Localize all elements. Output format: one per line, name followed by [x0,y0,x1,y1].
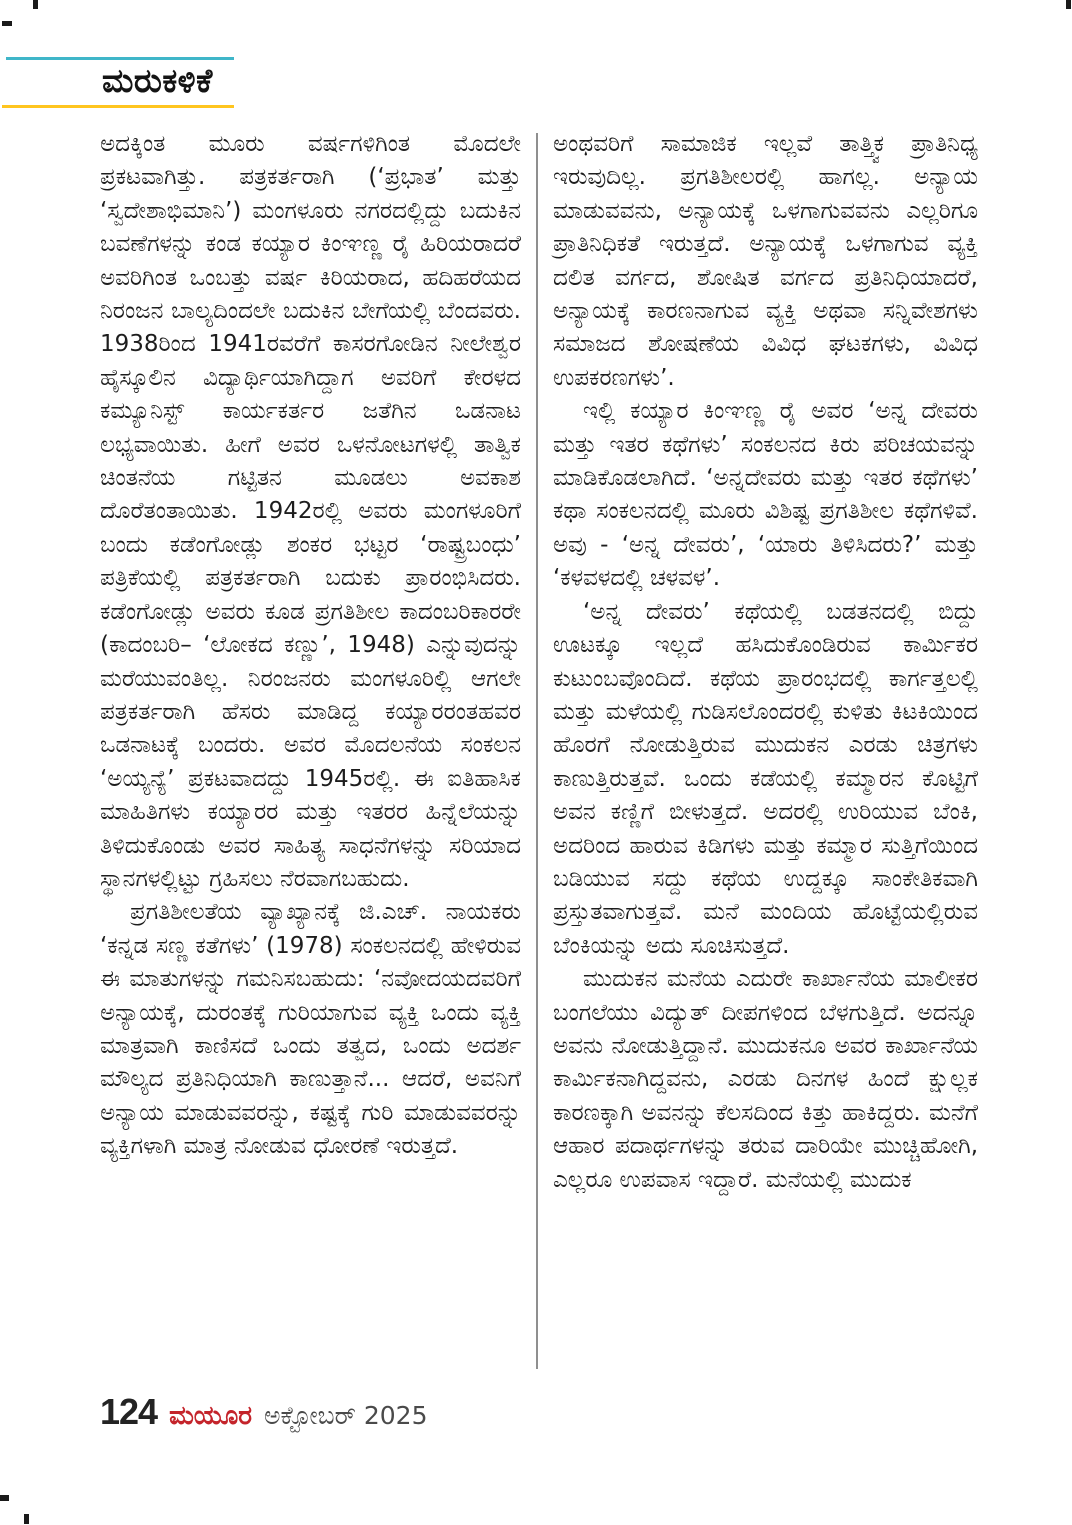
section-title: ಮರುಕಳಿಕೆ [102,61,213,100]
crop-mark-top-left-tick [33,0,38,9]
column-divider [536,133,538,1369]
crop-mark-bottom-left-dash [0,1495,9,1501]
article-column-right [553,128,978,1197]
header-rule-yellow [2,105,234,108]
issue-date: ಅಕ್ಟೋಬರ್ 2025 [264,1401,428,1430]
paragraph: ಮುದುಕನ ಮನೆಯ ಎದುರೇ ಕಾರ್ಖಾನೆಯ ಮಾಲೀಕರ ಬಂಗಲೆಯು ವಿದ್ಯುತ್ ದೀಪಗಳಿಂದ ಬೆಳಗುತ್ತಿದೆ. ಅದನ್ನೂ ಅವನು ನೋಡುತ್ತಿದ್ದಾನೆ. ಮುದುಕನೂ ಅವರ ಕಾರ್ಖಾನೆಯ ಕಾರ್ಮಿಕನಾಗಿದ್ದವನು, ಎರಡು ದಿನಗಳ ಹಿಂದೆ ಕ್ಷುಲ್ಲಕ ಕಾರಣಕ್ಕಾಗಿ ಅವನನ್ನು ಕೆಲಸದಿಂದ ಕಿತ್ತು ಹಾಕಿದ್ದರು. ಮನೆಗೆ ಆಹಾರ ಪದಾರ್ಥಗಳನ್ನು ತರುವ ದಾರಿಯೇ ಮುಚ್ಚಿಹೋಗಿ, ಎಲ್ಲರೂ ಉಪವಾಸ ಇದ್ದಾರೆ. ಮನೆಯಲ್ಲಿ ಮುದುಕ [553,966,978,1193]
paragraph: ‘ಅನ್ನ ದೇವರು’ ಕಥೆಯಲ್ಲಿ ಬಡತನದಲ್ಲಿ ಬಿದ್ದು ಊಟಕ್ಕೂ ಇಲ್ಲದೆ ಹಸಿದುಕೊಂಡಿರುವ ಕಾರ್ಮಿಕರ ಕುಟುಂಬವೊಂದಿದೆ. ಕಥೆಯ ಪ್ರಾರಂಭದಲ್ಲಿ ಕಾರ್ಗತ್ತಲಲ್ಲಿ ಮತ್ತು ಮಳೆಯಲ್ಲಿ ಗುಡಿಸಲೊಂದರಲ್ಲಿ ಕುಳಿತು ಕಿಟಕಿಯಿಂದ ಹೊರಗೆ ನೋಡುತ್ತಿರುವ ಮುದುಕನ ಎರಡು ಚಿತ್ರಗಳು ಕಾಣುತ್ತಿರುತ್ತವೆ. ಒಂದು ಕಡೆಯಲ್ಲಿ ಕಮ್ಮಾರನ ಕೊಟ್ಟಿಗೆ ಅವನ ಕಣ್ಣಿಗೆ ಬೀಳುತ್ತದೆ. ಅದರಲ್ಲಿ ಉರಿಯುವ ಬೆಂಕಿ, ಅದರಿಂದ ಹಾರುವ ಕಿಡಿಗಳು ಮತ್ತು ಕಮ್ಮಾರ ಸುತ್ತಿಗೆಯಿಂದ ಬಡಿಯುವ ಸದ್ದು ಕಥೆಯ ಉದ್ದಕ್ಕೂ ಸಾಂಕೇತಿಕವಾಗಿ ಪ್ರಸ್ತುತವಾಗುತ್ತವೆ. ಮನೆ ಮಂದಿಯ ಹೊಟ್ಟೆಯಲ್ಲಿರುವ ಬೆಂಕಿಯನ್ನು ಅದು ಸೂಚಿಸುತ್ತದೆ. [553,598,978,959]
magazine-name: ಮಯೂರ [169,1401,252,1431]
article-column-left [100,128,521,1164]
paragraph: ಅಂಥವರಿಗೆ ಸಾಮಾಜಿಕ ಇಲ್ಲವೆ ತಾತ್ತ್ವಿಕ ಪ್ರಾತಿನಿಧ್ಯ ಇರುವುದಿಲ್ಲ. ಪ್ರಗತಿಶೀಲರಲ್ಲಿ ಹಾಗಲ್ಲ. ಅನ್ಯಾಯ ಮಾಡುವವನು, ಅನ್ಯಾಯಕ್ಕೆ ಒಳಗಾಗುವವನು ಎಲ್ಲರಿಗೂ ಪ್ರಾತಿನಿಧಿಕತೆ ಇರುತ್ತದೆ. ಅನ್ಯಾಯಕ್ಕೆ ಒಳಗಾಗುವ ವ್ಯಕ್ತಿ ದಲಿತ ವರ್ಗದ, ಶೋಷಿತ ವರ್ಗದ ಪ್ರತಿನಿಧಿಯಾದರೆ, ಅನ್ಯಾಯಕ್ಕೆ ಕಾರಣನಾಗುವ ವ್ಯಕ್ತಿ ಅಥವಾ ಸನ್ನಿವೇಶಗಳು ಸಮಾಜದ ಶೋಷಣೆಯ ವಿವಿಧ ಘಟಕಗಳು, ವಿವಿಧ ಉಪಕರಣಗಳು’. [553,131,978,391]
paragraph: ಅದಕ್ಕಿಂತ ಮೂರು ವರ್ಷಗಳಿಗಿಂತ ಮೊದಲೇ ಪ್ರಕಟವಾಗಿತ್ತು. ಪತ್ರಕರ್ತರಾಗಿ (‘ಪ್ರಭಾತ’ ಮತ್ತು ‘ಸ್ವದೇಶಾಭಿಮಾನಿ’) ಮಂಗಳೂರು ನಗರದಲ್ಲಿದ್ದು ಬದುಕಿನ ಬವಣೆಗಳನ್ನು ಕಂಡ ಕಯ್ಯಾರ ಕಿಂಞಣ್ಣ ರೈ ಹಿರಿಯರಾದರೆ ಅವರಿಗಿಂತ ಒಂಬತ್ತು ವರ್ಷ ಕಿರಿಯರಾದ, ಹದಿಹರೆಯದ ನಿರಂಜನ ಬಾಲ್ಯದಿಂದಲೇ ಬದುಕಿನ ಬೇಗೆಯಲ್ಲಿ ಬೆಂದವರು. 1938ರಿಂದ 1941ರವರೆಗೆ ಕಾಸರಗೋಡಿನ ನೀಲೇಶ್ವರ ಹೈಸ್ಕೂಲಿನ ವಿದ್ಯಾರ್ಥಿಯಾಗಿದ್ದಾಗ ಅವರಿಗೆ ಕೇರಳದ ಕಮ್ಯೂನಿಸ್ಟ್ ಕಾರ್ಯಕರ್ತರ ಜತೆಗಿನ ಒಡನಾಟ ಲಭ್ಯವಾಯಿತು. ಹೀಗೆ ಅವರ ಒಳನೋಟಗಳಲ್ಲಿ ತಾತ್ವಿಕ ಚಿಂತನೆಯ ಗಟ್ಟಿತನ ಮೂಡಲು ಅವಕಾಶ ದೊರೆತಂತಾಯಿತು. 1942ರಲ್ಲಿ ಅವರು ಮಂಗಳೂರಿಗೆ ಬಂದು ಕಡೆಂಗೋಡ್ಲು ಶಂಕರ ಭಟ್ಟರ ‘ರಾಷ್ಟ್ರಬಂಧು’ ಪತ್ರಿಕೆಯಲ್ಲಿ ಪತ್ರಕರ್ತರಾಗಿ ಬದುಕು ಪ್ರಾರಂಭಿಸಿದರು. ಕಡೆಂಗೋಡ್ಲು ಅವರು ಕೂಡ ಪ್ರಗತಿಶೀಲ ಕಾದಂಬರಿಕಾರರೇ (ಕಾದಂಬರಿ– ‘ಲೋಕದ ಕಣ್ಣು’, 1948) ಎನ್ನುವುದನ್ನು ಮರೆಯುವಂತಿಲ್ಲ. ನಿರಂಜನರು ಮಂಗಳೂರಿಲ್ಲಿ ಆಗಲೇ ಪತ್ರಕರ್ತರಾಗಿ ಹೆಸರು ಮಾಡಿದ್ದ ಕಯ್ಯಾರರಂತಹವರ ಒಡನಾಟಕ್ಕೆ ಬಂದರು. ಅವರ ಮೊದಲನೆಯ ಸಂಕಲನ ‘ಅಯ್ಯನ್ಯೆ’ ಪ್ರಕಟವಾದದ್ದು 1945ರಲ್ಲಿ. ಈ ಐತಿಹಾಸಿಕ ಮಾಹಿತಿಗಳು ಕಯ್ಯಾರರ ಮತ್ತು ಇತರರ ಹಿನ್ನೆಲೆಯನ್ನು ತಿಳಿದುಕೊಂಡು ಅವರ ಸಾಹಿತ್ಯ ಸಾಧನೆಗಳನ್ನು ಸರಿಯಾದ ಸ್ಥಾನಗಳಲ್ಲಿಟ್ಟು ಗ್ರಹಿಸಲು ನೆರವಾಗಬಹುದು. [100,131,521,892]
page-footer [100,1391,428,1433]
paragraph: ಇಲ್ಲಿ ಕಯ್ಯಾರ ಕಿಂಞಣ್ಣ ರೈ ಅವರ ‘ಅನ್ನ ದೇವರು ಮತ್ತು ಇತರ ಕಥೆಗಳು’ ಸಂಕಲನದ ಕಿರು ಪರಿಚಯವನ್ನು ಮಾಡಿಕೊಡಲಾಗಿದೆ. ‘ಅನ್ನದೇವರು ಮತ್ತು ಇತರ ಕಥೆಗಳು’ ಕಥಾ ಸಂಕಲನದಲ್ಲಿ ಮೂರು ವಿಶಿಷ್ಟ ಪ್ರಗತಿಶೀಲ ಕಥೆಗಳಿವೆ. ಅವು - ‘ಅನ್ನ ದೇವರು’, ‘ಯಾರು ತಿಳಿಸಿದರು?’ ಮತ್ತು ‘ಕಳವಳದಲ್ಲಿ ಚಳವಳ’. [553,398,978,592]
crop-mark-top-right-tick [1066,0,1071,9]
paragraph: ಪ್ರಗತಿಶೀಲತೆಯ ವ್ಯಾಖ್ಯಾನಕ್ಕೆ ಜಿ.ಎಚ್. ನಾಯಕರು ‘ಕನ್ನಡ ಸಣ್ಣ ಕತೆಗಳು’ (1978) ಸಂಕಲನದಲ್ಲಿ ಹೇಳಿರುವ ಈ ಮಾತುಗಳನ್ನು ಗಮನಿಸಬಹುದು: ‘ನವೋದಯದವರಿಗೆ ಅನ್ಯಾಯಕ್ಕೆ, ದುರಂತಕ್ಕೆ ಗುರಿಯಾಗುವ ವ್ಯಕ್ತಿ ಒಂದು ವ್ಯಕ್ತಿ ಮಾತ್ರವಾಗಿ ಕಾಣಿಸದೆ ಒಂದು ತತ್ವದ, ಒಂದು ಅದರ್ಶ ಮೌಲ್ಯದ ಪ್ರತಿನಿಧಿಯಾಗಿ ಕಾಣುತ್ತಾನೆ... ಆದರೆ, ಅವನಿಗೆ ಅನ್ಯಾಯ ಮಾಡುವವರನ್ನು, ಕಷ್ಟಕ್ಕೆ ಗುರಿ ಮಾಡುವವರನ್ನು ವ್ಯಕ್ತಿಗಳಾಗಿ ಮಾತ್ರ ನೋಡುವ ಧೋರಣೆ ಇರುತ್ತದೆ. [100,899,521,1160]
crop-mark-bottom-left-tick [24,1514,29,1524]
page-number: 124 [100,1391,158,1432]
crop-mark-top-left-dash [2,21,12,26]
